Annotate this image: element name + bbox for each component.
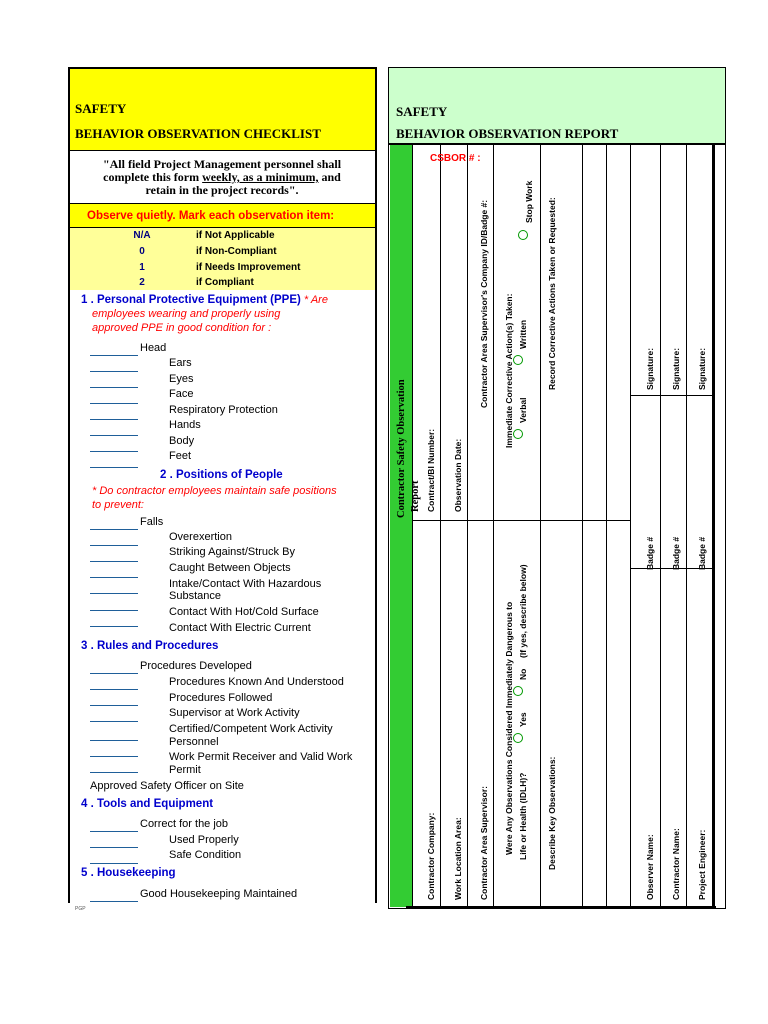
written-radio[interactable] <box>513 352 523 370</box>
score-blank[interactable] <box>90 740 138 741</box>
column-line <box>412 145 413 907</box>
idlh-question: Were Any Observations Considered Immediately Dangerous to <box>504 601 514 855</box>
strip-title: Contractor Safety Observation <box>396 379 407 518</box>
score-blank[interactable] <box>90 387 138 388</box>
check-item: Ears <box>169 357 192 369</box>
footer-code: PGP <box>75 906 86 912</box>
field-contractor-company: Contractor Company: <box>426 812 436 900</box>
verbal-label: Verbal <box>518 397 528 423</box>
check-item: Striking Against/Struck By <box>169 546 295 558</box>
score-blank[interactable] <box>90 610 138 611</box>
score-blank[interactable] <box>90 831 138 832</box>
score-blank[interactable] <box>90 529 138 530</box>
score-blank[interactable] <box>90 847 138 848</box>
column-line <box>493 145 494 907</box>
verbal-radio[interactable] <box>513 426 523 444</box>
check-item: Substance <box>169 590 221 602</box>
report-side-strip <box>390 145 412 907</box>
check-item: Approved Safety Officer on Site <box>90 780 244 792</box>
score-blank[interactable] <box>90 545 138 546</box>
immediate-action-label: Immediate Corrective Action(s) Taken: <box>504 293 514 448</box>
check-item: Supervisor at Work Activity <box>169 707 300 719</box>
report-right-rule <box>712 144 715 909</box>
check-item: Used Properly <box>169 834 239 846</box>
score-blank[interactable] <box>90 371 138 372</box>
section-ppe-note: approved PPE in good condition for : <box>92 322 272 334</box>
check-item: Face <box>169 388 194 400</box>
score-blank[interactable] <box>90 901 138 902</box>
score-blank[interactable] <box>90 451 138 452</box>
yes-label: Yes <box>518 712 528 727</box>
key-observations-label: Describe Key Observations: <box>547 756 557 870</box>
instruction-text: "All field Project Management personnel shall complete this form weekly, as a minimum, and retain in the project records". <box>102 157 342 197</box>
score-blank[interactable] <box>90 626 138 627</box>
legend-label: if Not Applicable <box>196 230 275 241</box>
check-item: Contact With Electric Current <box>169 622 311 634</box>
column-line <box>582 145 583 907</box>
engineer-signature-label: Signature: <box>697 347 707 390</box>
field-area-supervisor: Contractor Area Supervisor: <box>479 786 489 900</box>
check-item: Procedures Developed <box>140 660 252 672</box>
field-supervisor-company: Contractor Area Supervisor's Company ID/Badge #: <box>479 199 489 408</box>
checklist-body <box>68 289 377 903</box>
column-line <box>540 145 541 907</box>
score-blank[interactable] <box>90 403 138 404</box>
score-blank[interactable] <box>90 467 138 468</box>
contractor-signature-label: Signature: <box>671 347 681 390</box>
contractor-badge-label: Badge # <box>671 536 681 570</box>
field-work-location: Work Location Area: <box>453 817 463 900</box>
column-line <box>440 145 441 907</box>
column-line <box>660 145 661 907</box>
yes-radio[interactable] <box>513 730 523 748</box>
engineer-badge-label: Badge # <box>697 536 707 570</box>
observe-instruction: Observe quietly. Mark each observation item: <box>87 210 335 222</box>
check-item: Safe Condition <box>169 849 242 861</box>
score-blank[interactable] <box>90 756 138 757</box>
score-blank[interactable] <box>90 673 138 674</box>
score-blank[interactable] <box>90 721 138 722</box>
section-housekeeping-title: 5 . Housekeeping <box>81 867 176 879</box>
check-item: Feet <box>169 450 192 462</box>
check-item: Contact With Hot/Cold Surface <box>169 606 319 618</box>
check-item: Hands <box>169 419 201 431</box>
legend-code: 1 <box>139 262 145 273</box>
score-blank[interactable] <box>90 561 138 562</box>
score-blank[interactable] <box>90 863 138 864</box>
idlh-question-line2: Life or Health (IDLH)? <box>518 772 528 860</box>
stop-work-radio[interactable] <box>518 227 528 245</box>
section-rules-title: 3 . Rules and Procedures <box>81 640 219 652</box>
check-item: Work Permit Receiver and Valid Work <box>169 751 353 763</box>
field-contract-number: Contract/BI Number: <box>426 428 436 512</box>
no-label: No <box>518 668 528 680</box>
check-item: Good Housekeeping Maintained <box>140 888 298 900</box>
contractor-name-label: Contractor Name: <box>671 828 681 900</box>
check-item: Intake/Contact With Hazardous <box>169 578 322 590</box>
section-positions-title: 2 . Positions of People <box>160 469 283 481</box>
check-item: Procedures Known And Understood <box>169 676 344 688</box>
check-item: Overexertion <box>169 531 232 543</box>
observer-badge-label: Badge # <box>645 536 655 570</box>
check-item: Correct for the job <box>140 818 229 830</box>
record-actions-label: Record Corrective Actions Taken or Requested: <box>547 197 557 390</box>
section-ppe-note: employees wearing and properly using <box>92 308 281 320</box>
score-blank[interactable] <box>90 689 138 690</box>
project-engineer-label: Project Engineer: <box>697 829 707 900</box>
check-item: Personnel <box>169 736 219 748</box>
section-ppe-title: 1 . Personal Protective Equipment (PPE) * Are <box>81 294 328 306</box>
checklist-title: BEHAVIOR OBSERVATION CHECKLIST <box>75 126 321 141</box>
check-item: Certified/Competent Work Activity <box>169 723 333 735</box>
column-line <box>686 145 687 907</box>
report-bottom-rule <box>406 906 716 909</box>
column-line <box>467 145 468 907</box>
legend-label: if Compliant <box>196 277 254 288</box>
check-item: Respiratory Protection <box>169 404 278 416</box>
idlh-if-yes: (If yes, describe below) <box>518 564 528 658</box>
observer-name-label: Observer Name: <box>645 834 655 900</box>
observer-signature-label: Signature: <box>645 347 655 390</box>
checklist-title-safety: SAFETY <box>75 101 127 116</box>
check-item: Permit <box>169 764 201 776</box>
score-blank[interactable] <box>90 435 138 436</box>
score-blank[interactable] <box>90 772 138 773</box>
section-positions-note: * Do contractor employees maintain safe positions <box>92 485 337 497</box>
score-blank[interactable] <box>90 705 138 706</box>
check-item: Caught Between Objects <box>169 562 291 574</box>
check-item: Procedures Followed <box>169 692 273 704</box>
row-line <box>412 520 630 521</box>
score-blank[interactable] <box>90 577 138 578</box>
legend-label: if Non-Compliant <box>196 246 277 257</box>
no-radio[interactable] <box>513 683 523 701</box>
score-blank[interactable] <box>90 419 138 420</box>
legend-label: if Needs Improvement <box>196 262 301 273</box>
column-line <box>606 145 607 907</box>
check-item: Falls <box>140 516 164 528</box>
legend-code: 0 <box>139 246 145 257</box>
check-item: Eyes <box>169 373 194 385</box>
stop-work-label: Stop Work <box>524 180 534 223</box>
row-line <box>630 395 712 396</box>
check-item: Body <box>169 435 195 447</box>
score-blank[interactable] <box>90 355 138 356</box>
strip-subtitle: Report <box>410 480 421 512</box>
report-title: BEHAVIOR OBSERVATION REPORT <box>396 126 619 141</box>
report-title-safety: SAFETY <box>396 104 448 119</box>
field-observation-date: Observation Date: <box>453 438 463 512</box>
legend-code: 2 <box>139 277 145 288</box>
section-tools-title: 4 . Tools and Equipment <box>81 798 214 810</box>
report-body <box>388 144 726 909</box>
legend-code: N/A <box>133 230 151 241</box>
written-label: Written <box>518 319 528 349</box>
csbor-label: CSBOR # : <box>430 153 481 164</box>
section-positions-note: to prevent: <box>92 499 144 511</box>
column-line <box>630 145 631 907</box>
score-blank[interactable] <box>90 593 138 594</box>
check-item: Head <box>140 342 167 354</box>
